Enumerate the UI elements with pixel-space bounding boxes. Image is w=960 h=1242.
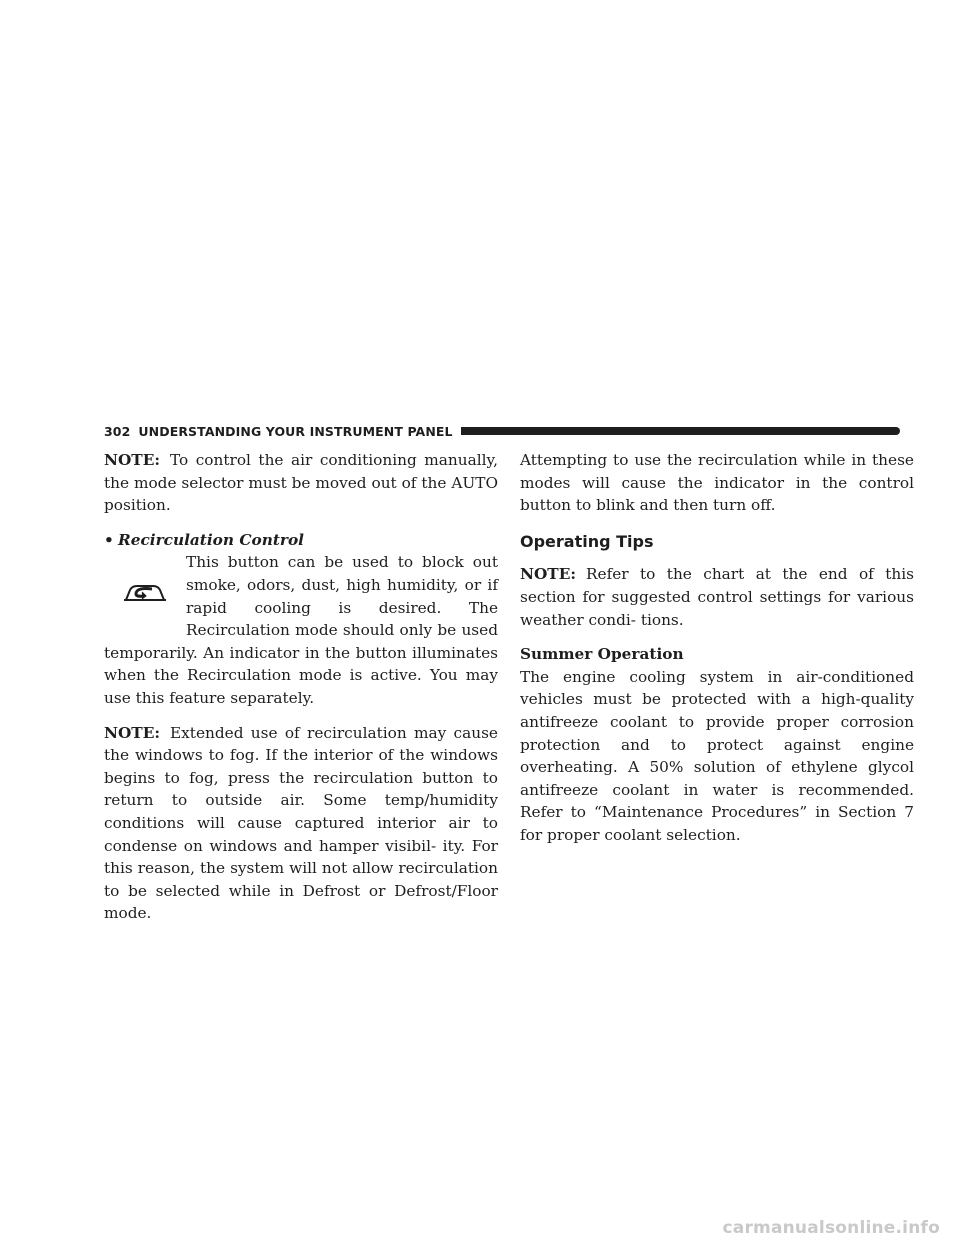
note-label: NOTE: — [104, 723, 160, 742]
note-text: To control the air conditioning manually, the mode selector must be moved out of the AUTO position. — [104, 451, 498, 515]
header-rule — [461, 427, 900, 435]
note-paragraph — [104, 722, 498, 925]
section-title: UNDERSTANDING YOUR INSTRUMENT PANEL — [138, 423, 453, 439]
note-label: NOTE: — [520, 565, 576, 584]
right-column — [520, 449, 914, 859]
note-paragraph — [104, 449, 498, 517]
watermark: carmanualsonline.info — [722, 1218, 940, 1238]
recirculation-icon — [104, 551, 186, 633]
operating-tips-heading: Operating Tips — [520, 531, 654, 551]
bullet-dot: • — [104, 530, 114, 549]
note-paragraph — [520, 563, 914, 631]
bullet-heading — [104, 529, 498, 552]
note-label: NOTE: — [104, 451, 160, 469]
recirculation-paragraph — [104, 551, 498, 709]
recirculation-text: This button can be used to block out smoke, odors, dust, high humidity, or if rapid cooling is desired. The Recirculation mode should only be used temporarily. An indicator in the button illuminates when the Recirculation mode is active. You may use this feature separately. — [104, 553, 498, 707]
note-text: Extended use of recirculation may cause the windows to fog. If the interior of the windows begins to fog, press the recirculation button to return to outside air. Some temp/humidity conditions will cause captured interior air to condense on windows and hamper visibil- ity. For this reason, the system will not allow recirculation to be selected while in Defrost or Defrost/Floor mode. — [104, 723, 498, 923]
page-number: 302 — [104, 423, 131, 439]
summer-operation-heading: Summer Operation — [520, 645, 684, 664]
continued-paragraph: Attempting to use the recirculation while in these modes will cause the indicator in the control button to blink and then turn off. — [520, 451, 914, 515]
left-column — [104, 449, 498, 937]
summer-paragraph: The engine cooling system in air-conditioned vehicles must be protected with a high-quality antifreeze coolant to provide proper corrosion protection and to protect against engine overheating. A 50% solution of ethylene glycol antifreeze coolant in water is recommended. Refer to “Maintenance Procedures” in Section 7 for proper coolant selection. — [520, 667, 914, 844]
page-header — [104, 423, 900, 439]
bullet-title: Recirculation Control — [118, 530, 304, 549]
note-text: Refer to the chart at the end of this section for suggested control settings for various weather condi- tions. — [520, 565, 914, 629]
